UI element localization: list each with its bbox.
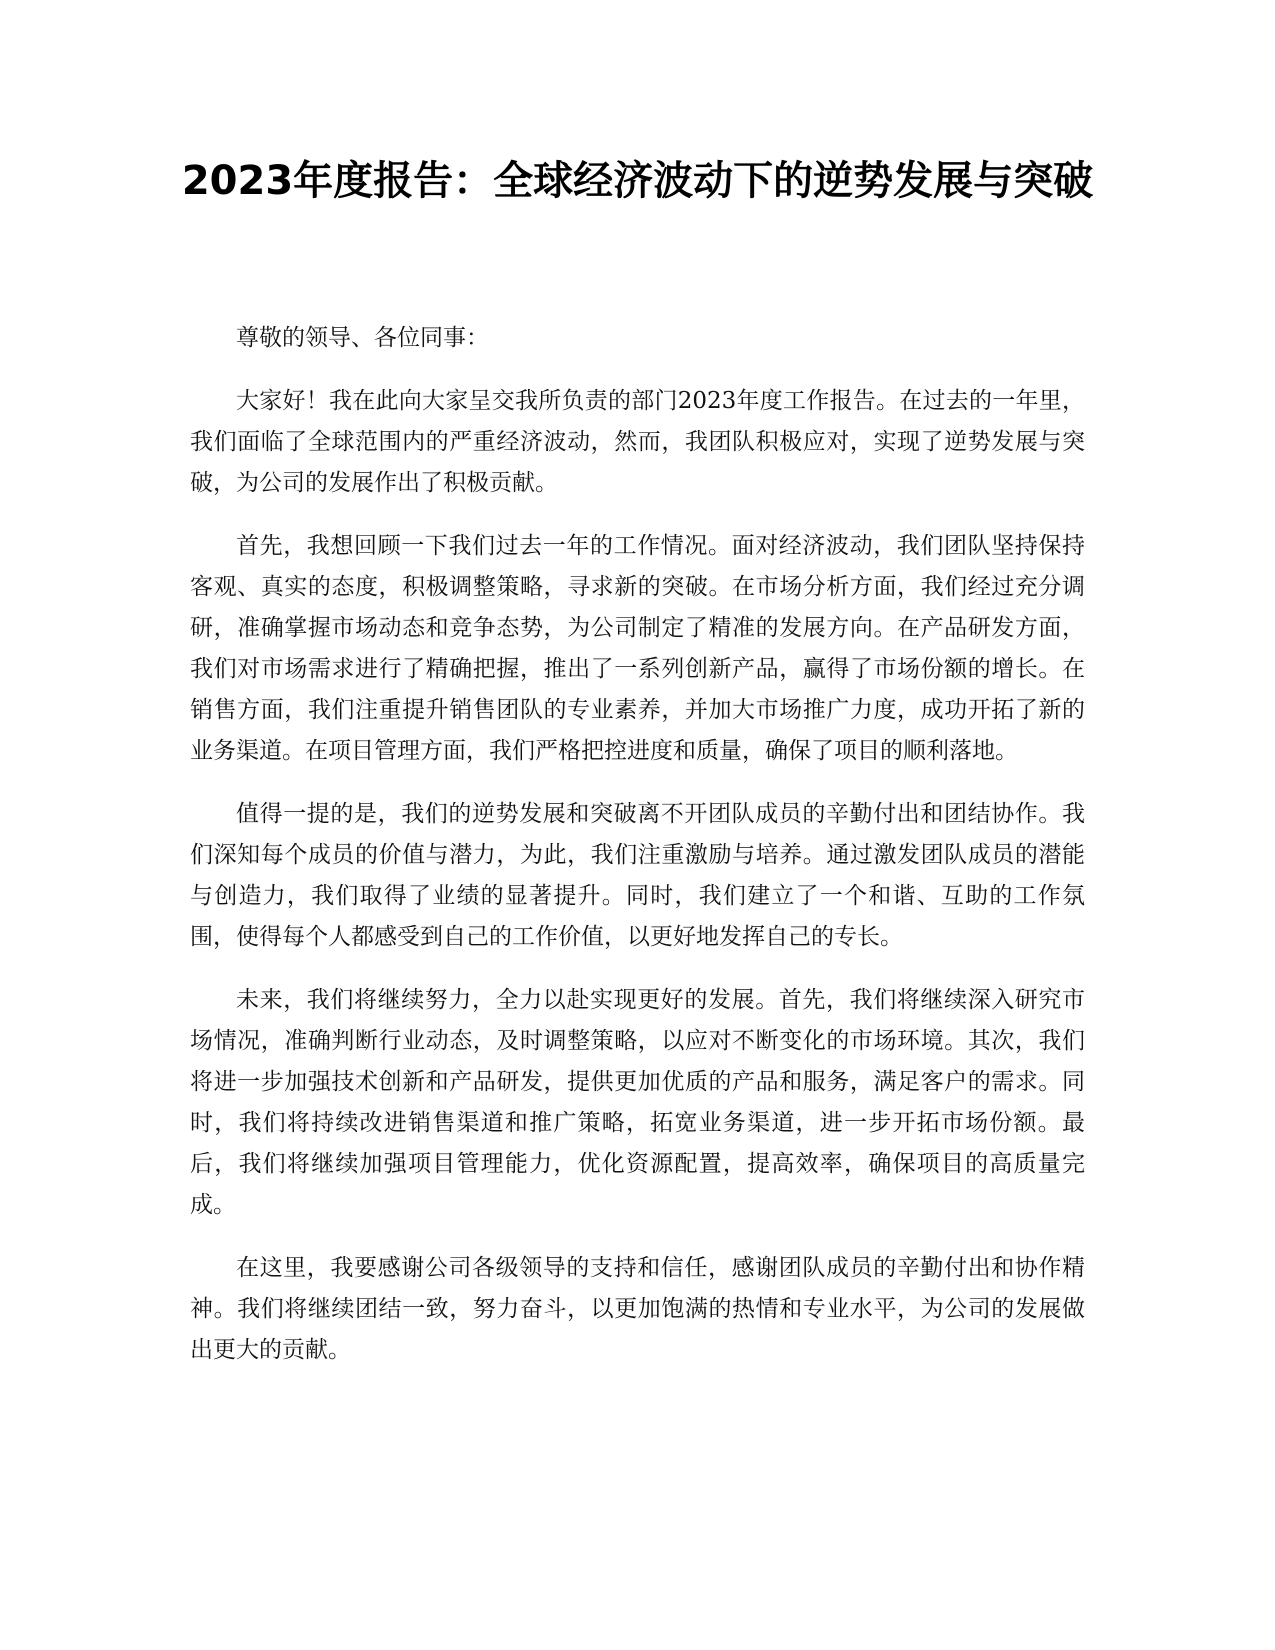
document-body <box>190 318 1085 1393</box>
intro-paragraph: 大家好！我在此向大家呈交我所负责的部门2023年度工作报告。在过去的一年里，我们面临了全球范围内的严重经济波动，然而，我团队积极应对，实现了逆势发展与突破，为公司的发展作出了积极贡献。 <box>190 388 1085 496</box>
team-paragraph: 值得一提的是，我们的逆势发展和突破离不开团队成员的辛勤付出和团结协作。我们深知每个成员的价值与潜力，为此，我们注重激励与培养。通过激发团队成员的潜能与创造力，我们取得了业绩的显著提升。同时，我们建立了一个和谐、互助的工作氛围，使得每个人都感受到自己的工作价值，以更好地发挥自己的专长。 <box>190 801 1085 950</box>
review-paragraph: 首先，我想回顾一下我们过去一年的工作情况。面对经济波动，我们团队坚持保持客观、真实的态度，积极调整策略，寻求新的突破。在市场分析方面，我们经过充分调研，准确掌握市场动态和竞争态势，为公司制定了精准的发展方向。在产品研发方面，我们对市场需求进行了精确把握，推出了一系列创新产品，赢得了市场份额的增长。在销售方面，我们注重提升销售团队的专业素养，并加大市场推广力度，成功开拓了新的业务渠道。在项目管理方面，我们严格把控进度和质量，确保了项目的顺利落地。 <box>190 533 1085 764</box>
document-title: 2023年度报告：全球经济波动下的逆势发展与突破 <box>181 158 1094 204</box>
future-paragraph: 未来，我们将继续努力，全力以赴实现更好的发展。首先，我们将继续深入研究市场情况，准确判断行业动态，及时调整策略，以应对不断变化的市场环境。其次，我们将进一步加强技术创新和产品研发，提供更加优质的产品和服务，满足客户的需求。同时，我们将持续改进销售渠道和推广策略，拓宽业务渠道，进一步开拓市场份额。最后，我们将继续加强项目管理能力，优化资源配置，提高效率，确保项目的高质量完成。 <box>190 987 1085 1218</box>
salutation-paragraph: 尊敬的领导、各位同事： <box>236 325 489 351</box>
thanks-paragraph: 在这里，我要感谢公司各级领导的支持和信任，感谢团队成员的辛勤付出和协作精神。我们将继续团结一致，努力奋斗，以更加饱满的热情和专业水平，为公司的发展做出更大的贡献。 <box>190 1255 1085 1363</box>
